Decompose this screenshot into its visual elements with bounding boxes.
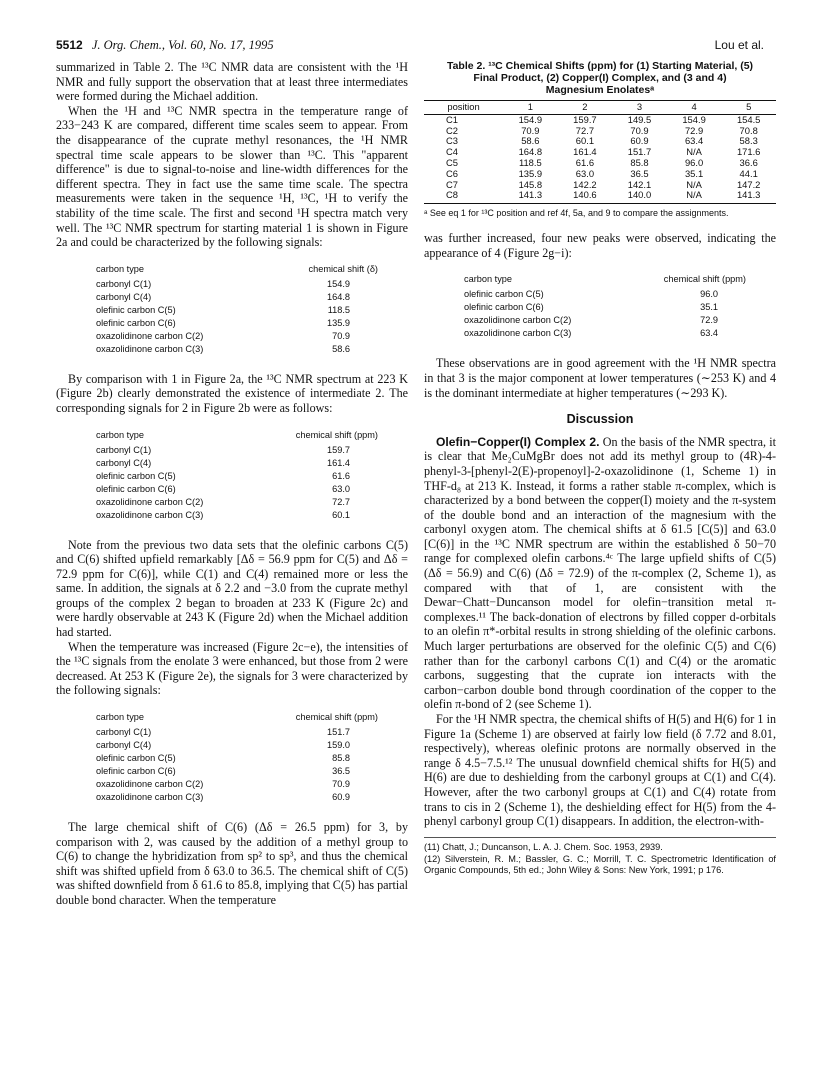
table-row [56,778,408,791]
chemical-shift-table [424,100,776,204]
table-row [56,791,408,804]
table-cell: oxazolidinone carbon C(3) [96,792,204,803]
table-row [56,483,408,496]
table-row [56,470,408,483]
table-row [56,496,408,509]
table-cell: 142.2 [573,178,597,190]
table-cell: 85.8 [332,753,350,764]
column-header: carbon type [96,263,145,274]
table-cell: 63.0 [575,167,595,179]
right-column [424,60,776,877]
paragraph: was further increased, four new peaks were observed, indicating the appearance of 4 (Figure 2g−i): [424,231,776,260]
table-cell: 135.9 [327,317,350,328]
table-cell: 58.6 [521,135,540,147]
table-cell: 70.9 [521,124,540,136]
table-row [56,726,408,739]
table-cell: 60.1 [332,509,350,520]
paragraph: summarized in Table 2. The ¹³C NMR data are consistent with the ¹H NMR and fully support the observation that at least three intermediates were formed during the Michael addition. [56,60,408,104]
table-cell: 161.4 [327,457,350,468]
table-cell: carbonyl C(1) [96,444,152,455]
table-row [56,444,408,457]
table-cell: carbonyl C(4) [96,740,152,751]
table-row [56,739,408,752]
table-row [56,304,408,317]
table-cell: 142.1 [627,178,652,190]
column-header: carbon type [96,712,145,723]
table-cell: 60.9 [630,135,649,147]
table-cell: 154.9 [682,113,706,125]
table-cell: oxazolidinone carbon C(2) [96,496,204,507]
table-cell: 151.7 [327,727,350,738]
table-cell: 154.5 [736,113,761,125]
page-number: 5512 [56,38,83,52]
table-cell: olefinic carbon C(6) [96,483,176,494]
table-cell: 96.0 [700,289,718,300]
table-cell: olefinic carbon C(6) [96,766,176,777]
table-cell: N/A [686,178,702,190]
table-cell: C7 [446,178,458,190]
column-header: 3 [612,101,667,115]
table-cell: oxazolidinone carbon C(2) [464,315,572,326]
table-cell: 164.8 [327,291,350,302]
table-row [424,158,776,169]
table-cell: 61.6 [575,156,595,168]
table-cell: 72.7 [575,124,595,136]
table-cell: 58.6 [332,343,350,354]
table-cell: 154.9 [518,113,543,125]
table-cell: N/A [686,146,702,158]
column-header: chemical shift (δ) [308,263,378,274]
table-cell: 70.9 [332,330,350,341]
table-cell: N/A [667,190,722,203]
table-cell: 72.9 [684,124,704,136]
table-row [56,765,408,778]
table-cell: 70.9 [332,779,350,790]
table-row [424,288,776,301]
table-cell: oxazolidinone carbon C(3) [464,328,572,339]
table-cell: olefinic carbon C(5) [96,304,176,315]
table-cell: 96.0 [684,156,704,168]
table-row [56,509,408,522]
table-row [424,314,776,327]
table-cell: 72.7 [332,496,350,507]
table-cell: 135.9 [518,167,543,179]
table-cell: 72.9 [700,315,718,326]
table-row [424,136,776,147]
table-cell: 159.0 [327,740,350,751]
page-header [56,38,764,58]
table-cell: 63.0 [332,483,350,494]
column-header: position [424,101,503,115]
table-cell: 140.0 [612,190,667,203]
table-cell: oxazolidinone carbon C(2) [96,779,204,790]
table-header-row [424,101,776,115]
table-row [424,190,776,203]
table-cell: 70.9 [630,124,649,136]
table-cell: 140.6 [558,190,613,203]
table-row [424,180,776,191]
table-cell: 118.5 [518,156,542,168]
table-cell: olefinic carbon C(5) [96,470,176,481]
table-row [56,291,408,304]
paragraph: Note from the previous two data sets that the olefinic carbons C(5) and C(6) shifted upfield remarkably [Δδ = 56.9 ppm for C(5) and Δδ = 72.9 ppm for C(6)], while C(1) and C(4) remained more or less the same. In addition, the signals at δ 2.2 and −3.0 from the cuprate methyl groups of the complex 2 began to broaden at 233 K (Figure 2c) and were hardly observable at 243 K (Figure 2d) when the Michael addition had started. [56,537,408,640]
table-cell: carbonyl C(4) [96,291,152,302]
table-cell: 161.4 [573,146,597,158]
table-cell: C3 [446,135,458,147]
reference: (12) Silverstein, R. M.; Bassler, G. C.; Morrill, T. C. Spectrometric Identification of Organic Compounds, 5th ed.; John Wiley & Sons: New York, 1991; p 176. [424,853,776,875]
table-cell: 63.4 [684,135,704,147]
table-cell: olefinic carbon C(6) [96,317,176,328]
column-header: chemical shift (ppm) [663,274,746,285]
run-in-heading: Olefin−Copper(I) Complex 2. [436,434,600,449]
table-cell: oxazolidinone carbon C(3) [96,509,204,520]
column-header: 4 [667,101,722,115]
table-row [424,114,776,125]
table-cell: 147.2 [736,178,761,190]
table-cell: olefinic carbon C(5) [464,289,544,300]
column-header: carbon type [96,429,145,440]
table-cell: 35.1 [700,302,718,313]
table-cell: 36.5 [332,766,350,777]
table-cell: C6 [446,167,458,179]
column-header: 2 [558,101,613,115]
table-cell: carbonyl C(4) [96,457,152,468]
running-authors: Lou et al. [714,38,764,52]
table-cell: C4 [446,146,458,158]
table-cell: 36.6 [739,156,758,168]
table-cell: olefinic carbon C(5) [96,753,176,764]
table-row [56,330,408,343]
left-column [56,60,408,908]
table-row [424,147,776,158]
table-cell: 61.6 [332,470,350,481]
paragraph: When the ¹H and ¹³C NMR spectra in the temperature range of 233−243 K are compared, different time scales seem to appear. From the disappearance of the cuprate methyl resonances, the ¹H NMR spectral time scale appears to be slower than ¹³C. This "apparent difference" is due to signal-to-noise and line-width differences for the different spectra. They in fact use the same time scale. The spectra measurements were taken in the sequence ¹H, ¹³C, ¹H to verify the stability of the time scale. The first and second ¹H spectra match very well. The ¹³C NMR spectrum for starting material 1 is shown in Figure 2a and could be characterized by the following signals: [56,103,408,250]
signals-table-2 [56,430,408,522]
column-header: chemical shift (ppm) [295,712,378,723]
table-cell: 171.6 [736,146,761,158]
table-cell: 164.8 [518,146,543,158]
table-cell: 154.9 [327,278,350,289]
paragraph: By comparison with 1 in Figure 2a, the ¹³C NMR spectrum at 223 K (Figure 2b) clearly demonstrated the existence of intermediate 2. The corresponding signals for 2 in Figure 2b were as follows: [56,371,408,415]
table-row [56,343,408,356]
table-cell: carbonyl C(1) [96,727,152,738]
signals-table-4 [424,274,776,340]
paragraph-text: On the basis of the NMR spectra, it is clear that Me₂CuMgBr does not add its methyl group to (4R)-4-phenyl-3-[phenyl-2(E)-propenoyl]-2-oxazolidinone (1, Scheme 1) in THF-d₈ at 213 K. Instead, it forms a rather stable π-complex, which is characterized by a bond between the copper(I) moiety and the π-system of the double bond and an interaction of the magnesium with the carbonyl oxygen atom. The chemical shifts at δ 61.5 [C(5)] and 63.0 [C(6)] in the ¹³C NMR spectrum are within the established δ 50−70 range for complexed olefin carbons.⁴ᶜ The large upfield shifts of C(5) (Δδ = 56.9) and C(6) (Δδ = 72.9) of the π-complex (2, Scheme 1), as compared with that of 1, are consistent with the Dewar−Chatt−Duncanson model for olefin−transition metal π-complexes.¹¹ The back-donation of electrons by filled copper d-orbitals to an olefin π*-orbital results in strong shielding of the olefinic carbons. Much larger perturbations are observed for the olefinic C(5) and C(6) rather than for the carbonyl carbons C(1) and C(4) or the aromatic carbons, suggesting that the cuprate ion interacts with the carbon−carbon double bond through coordination of the copper to the olefin π-bond of 2 (see Scheme 1). [424,434,776,712]
table-cell: olefinic carbon C(6) [464,302,544,313]
table-cell: 63.4 [700,328,718,339]
table-cell: 118.5 [327,304,350,315]
column-header: 1 [503,101,558,115]
signals-table-1 [56,264,408,356]
table-cell: 151.7 [627,146,652,158]
table-cell: 70.8 [739,124,758,136]
table-cell: 60.1 [575,135,595,147]
table-cell: C5 [446,156,458,168]
table-row [56,457,408,470]
reference: (11) Chatt, J.; Duncanson, L. A. J. Chem. Soc. 1953, 2939. [424,841,663,852]
table-row [56,278,408,291]
table-cell: C2 [446,124,458,136]
table-row [56,317,408,330]
table-cell: 141.3 [721,190,776,203]
table-cell: 159.7 [327,444,350,455]
paragraph: When the temperature was increased (Figure 2c−e), the intensities of the ¹³C signals from the enolate 3 were enhanced, but those from 2 were decreased. At 253 K (Figure 2e), the signals for 3 were characterized by the following signals: [56,639,408,698]
table-row [424,301,776,314]
table-cell: C8 [424,190,503,203]
table-row [424,327,776,340]
table-cell: 149.5 [627,113,652,125]
table-cell: carbonyl C(1) [96,278,152,289]
table-cell: oxazolidinone carbon C(2) [96,330,204,341]
signals-table-3 [56,712,408,804]
table-caption: Table 2. ¹³C Chemical Shifts (ppm) for (1) Starting Material, (5) Final Product, (2) Copper(I) Complex, and (3 and 4) Magnesium Enolatesᵃ [446,60,754,96]
table-cell: 60.9 [332,792,350,803]
table-cell: 44.1 [739,167,758,179]
footnote-references [424,837,776,876]
paragraph: The large chemical shift of C(6) (Δδ = 26.5 ppm) for 3, by comparison with 2, was caused by the addition of a methyl group to C(6) to change the hybridization from sp² to sp³, and thus the chemical shift was shifted upfield from δ 63.0 to 36.5. The chemical shift of C(5) was shifted downfield from δ 61.6 to 85.8, implying that C(5) has partial double bond character. When the temperature [56,820,408,907]
table-cell: oxazolidinone carbon C(3) [96,343,204,354]
column-header: 5 [721,101,776,115]
table-row [56,752,408,765]
paragraph [424,435,776,712]
paragraph: For the ¹H NMR spectra, the chemical shifts of H(5) and H(6) for 1 in Figure 1a (Scheme 1) are observed at fairly low field (δ 7.72 and 8.01, respectively), whereas olefinic protons are normally observed in the range δ 4.5−7.5.¹² The unusual downfield chemical shifts for H(5) and H(6) are due to deshielding from the carbonyl groups at C(1) and C(4). However, after the two carbonyl groups at C(1) and C(4) rotate from trans to cis in 2 (Scheme 1), the deshielding effect for H(5) from the 4-phenyl carbonyl group C(1) disappears. In addition, the electron-with- [424,712,776,829]
column-header: chemical shift (ppm) [295,429,378,440]
table-row [424,169,776,180]
paragraph: These observations are in good agreement with the ¹H NMR spectra in that 3 is the major component at lower temperatures (∼253 K) and 4 is the dominant intermediate at higher temperatures (∼293 K). [424,356,776,400]
table-footnote: ᵃ See eq 1 for ¹³C position and ref 4f, 5a, and 9 to compare the assignments. [424,208,729,219]
column-header: carbon type [464,274,513,285]
table-cell: 35.1 [684,167,704,179]
table-cell: 145.8 [518,178,543,190]
table-cell: 141.3 [503,190,558,203]
table-cell: 36.5 [630,167,649,179]
journal-citation: J. Org. Chem., Vol. 60, No. 17, 1995 [91,38,274,52]
table-row [424,126,776,137]
table-cell: 58.3 [739,135,758,147]
section-heading: Discussion [566,412,634,427]
table-cell: 159.7 [573,113,597,125]
table-cell: 85.8 [630,156,649,168]
table-cell: C1 [446,113,458,125]
